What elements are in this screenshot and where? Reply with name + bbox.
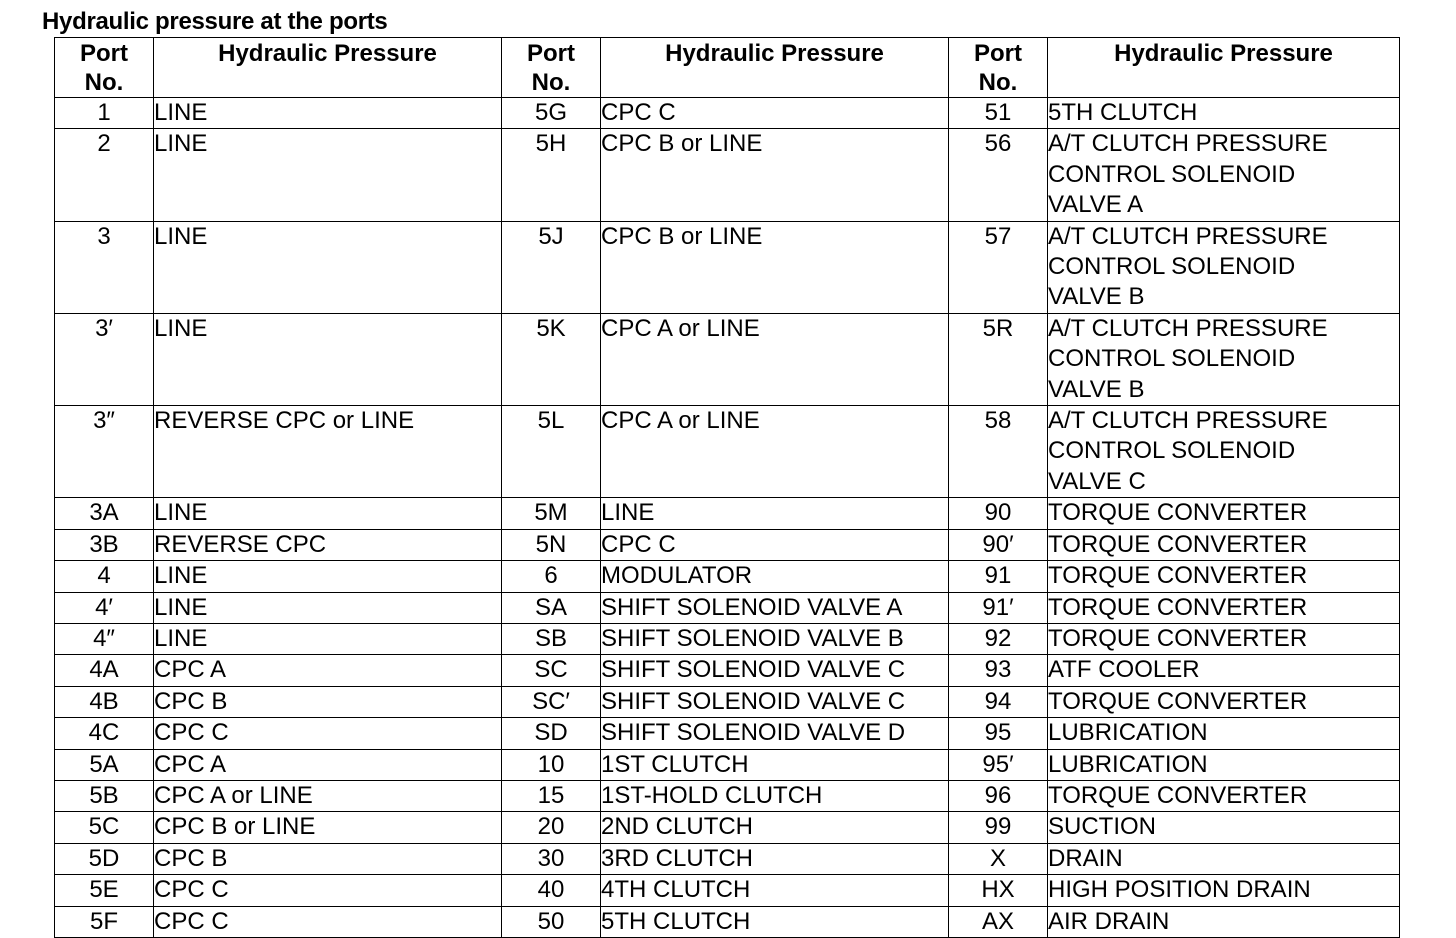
table-row [55, 686, 1400, 717]
hydraulic-pressure-cell [601, 313, 949, 405]
port-number: SB [502, 623, 601, 654]
table-row [55, 843, 1400, 874]
hydraulic-pressure-line: ATF COOLER [1048, 656, 1200, 684]
hydraulic-pressure-line: TORQUE CONVERTER [1048, 499, 1308, 527]
port-number: 5F [55, 906, 154, 937]
hydraulic-pressure-line: CONTROL SOLENOID [1048, 253, 1296, 281]
port-number: 3B [55, 529, 154, 560]
hydraulic-pressure-cell [601, 98, 949, 129]
hydraulic-pressure-cell [1048, 718, 1400, 749]
hydraulic-pressure-cell [1048, 780, 1400, 811]
table-row [55, 623, 1400, 654]
hydraulic-pressure-line: CPC C [601, 99, 676, 126]
hydraulic-pressure-cell [1048, 529, 1400, 560]
port-number: SA [502, 592, 601, 623]
table-row [55, 718, 1400, 749]
hydraulic-pressure-line: REVERSE CPC or LINE [154, 407, 415, 435]
hydraulic-pressure-header: Hydraulic Pressure [1048, 38, 1400, 98]
hydraulic-pressure-line: SHIFT SOLENOID VALVE A [601, 593, 903, 621]
hydraulic-pressure-cell [154, 406, 502, 498]
table-row [55, 875, 1400, 906]
port-number: 5N [502, 529, 601, 560]
hydraulic-pressure-line: SHIFT SOLENOID VALVE C [601, 687, 906, 715]
hydraulic-pressure-cell [154, 906, 502, 937]
port-number: 3A [55, 498, 154, 529]
hydraulic-pressure-line: SHIFT SOLENOID VALVE C [601, 656, 906, 684]
port-number: 5C [55, 812, 154, 843]
hydraulic-pressure-line: 3RD CLUTCH [601, 844, 754, 872]
hydraulic-pressure-line: A/T CLUTCH PRESSURE [1048, 130, 1328, 158]
hydraulic-pressure-cell [1048, 221, 1400, 313]
hydraulic-pressure-cell [154, 592, 502, 623]
hydraulic-pressure-line: CONTROL SOLENOID [1048, 345, 1296, 373]
hydraulic-pressure-cell [601, 498, 949, 529]
hydraulic-pressure-line: TORQUE CONVERTER [1048, 530, 1308, 558]
hydraulic-pressure-cell [154, 749, 502, 780]
hydraulic-pressure-cell [154, 529, 502, 560]
hydraulic-pressure-cell [154, 655, 502, 686]
hydraulic-pressure-line: TORQUE CONVERTER [1048, 562, 1308, 590]
hydraulic-pressure-line: CPC C [154, 719, 229, 747]
table-row [55, 780, 1400, 811]
table-row [55, 129, 1400, 221]
hydraulic-pressure-cell [601, 129, 949, 221]
hydraulic-pressure-cell [601, 221, 949, 313]
hydraulic-pressure-cell [1048, 812, 1400, 843]
table-row [55, 221, 1400, 313]
hydraulic-pressure-header: Hydraulic Pressure [601, 38, 949, 98]
port-number: 4C [55, 718, 154, 749]
hydraulic-pressure-line: CPC B or LINE [601, 222, 763, 250]
table-row [55, 98, 1400, 129]
hydraulic-pressure-cell [154, 623, 502, 654]
hydraulic-pressure-line: LINE [154, 499, 208, 527]
port-number: SD [502, 718, 601, 749]
hydraulic-pressure-cell [601, 906, 949, 937]
table-row [55, 812, 1400, 843]
hydraulic-pressure-line: SUCTION [1048, 813, 1156, 841]
hydraulic-pressure-cell [601, 592, 949, 623]
hydraulic-pressure-cell [154, 98, 502, 129]
hydraulic-pressure-cell [601, 406, 949, 498]
hydraulic-pressure-line: 1ST-HOLD CLUTCH [601, 781, 823, 809]
port-number: 4′ [55, 592, 154, 623]
hydraulic-pressure-line: CPC C [154, 907, 229, 935]
hydraulic-pressure-line: REVERSE CPC [154, 530, 327, 558]
port-number: 57 [949, 221, 1048, 313]
port-number: 6 [502, 561, 601, 592]
port-pressure-table [54, 37, 1400, 938]
port-number: 3′ [55, 313, 154, 405]
hydraulic-pressure-line: 4TH CLUTCH [601, 876, 751, 904]
hydraulic-pressure-cell [1048, 406, 1400, 498]
hydraulic-pressure-line: MODULATOR [601, 562, 753, 590]
hydraulic-pressure-line: CPC C [154, 876, 229, 904]
port-number: 15 [502, 780, 601, 811]
hydraulic-pressure-line: LINE [154, 130, 208, 158]
hydraulic-pressure-cell [1048, 749, 1400, 780]
hydraulic-pressure-cell [154, 561, 502, 592]
port-number: 95 [949, 718, 1048, 749]
hydraulic-pressure-cell [601, 843, 949, 874]
hydraulic-pressure-line: SHIFT SOLENOID VALVE D [601, 719, 906, 747]
hydraulic-pressure-line: VALVE B [1048, 375, 1145, 403]
hydraulic-pressure-cell [154, 780, 502, 811]
port-number: SC [502, 655, 601, 686]
port-number: 3″ [55, 406, 154, 498]
hydraulic-pressure-line: CPC A or LINE [601, 314, 760, 342]
table-row [55, 529, 1400, 560]
hydraulic-pressure-header: Hydraulic Pressure [154, 38, 502, 98]
hydraulic-pressure-line: CPC B [154, 844, 228, 872]
port-number: 5M [502, 498, 601, 529]
hydraulic-pressure-cell [601, 529, 949, 560]
port-number: 99 [949, 812, 1048, 843]
table-row [55, 655, 1400, 686]
hydraulic-pressure-cell [1048, 655, 1400, 686]
hydraulic-pressure-cell [1048, 313, 1400, 405]
port-number: 56 [949, 129, 1048, 221]
port-number: 90 [949, 498, 1048, 529]
port-number: 5B [55, 780, 154, 811]
hydraulic-pressure-cell [601, 812, 949, 843]
hydraulic-pressure-cell [601, 686, 949, 717]
port-number: 5G [502, 98, 601, 129]
table-header-row [55, 38, 1400, 98]
table-row [55, 406, 1400, 498]
port-number: 91′ [949, 592, 1048, 623]
port-no-header: Port No. [55, 38, 154, 98]
port-number: 93 [949, 655, 1048, 686]
port-number: 40 [502, 875, 601, 906]
table-row [55, 498, 1400, 529]
hydraulic-pressure-line: LINE [154, 99, 208, 126]
hydraulic-pressure-line: VALVE A [1048, 191, 1144, 219]
hydraulic-pressure-cell [154, 129, 502, 221]
hydraulic-pressure-line: VALVE C [1048, 467, 1146, 495]
port-no-header: Port No. [502, 38, 601, 98]
hydraulic-pressure-line: CPC B [154, 687, 228, 715]
port-no-header: Port No. [949, 38, 1048, 98]
hydraulic-pressure-cell [154, 843, 502, 874]
port-number: 50 [502, 906, 601, 937]
hydraulic-pressure-line: TORQUE CONVERTER [1048, 781, 1308, 809]
hydraulic-pressure-cell [1048, 498, 1400, 529]
hydraulic-pressure-cell [154, 875, 502, 906]
table-row [55, 906, 1400, 937]
port-number: 30 [502, 843, 601, 874]
hydraulic-pressure-line: CPC A [154, 750, 227, 778]
port-number: 4B [55, 686, 154, 717]
page-title: Hydraulic pressure at the ports [42, 8, 388, 35]
hydraulic-pressure-cell [601, 561, 949, 592]
port-number: 95′ [949, 749, 1048, 780]
port-number: 90′ [949, 529, 1048, 560]
port-number: 4″ [55, 623, 154, 654]
port-number: 10 [502, 749, 601, 780]
hydraulic-pressure-cell [601, 749, 949, 780]
hydraulic-pressure-cell [601, 780, 949, 811]
hydraulic-pressure-line: 5TH CLUTCH [601, 907, 751, 935]
hydraulic-pressure-line: LINE [154, 562, 208, 590]
table-row [55, 561, 1400, 592]
hydraulic-pressure-cell [1048, 686, 1400, 717]
hydraulic-pressure-line: 1ST CLUTCH [601, 750, 749, 778]
port-number: 92 [949, 623, 1048, 654]
hydraulic-pressure-line: A/T CLUTCH PRESSURE [1048, 222, 1328, 250]
port-number: 51 [949, 98, 1048, 129]
hydraulic-pressure-line: HIGH POSITION DRAIN [1048, 876, 1311, 904]
hydraulic-pressure-cell [1048, 875, 1400, 906]
hydraulic-pressure-line: TORQUE CONVERTER [1048, 687, 1308, 715]
table-row [55, 592, 1400, 623]
port-number: 5E [55, 875, 154, 906]
hydraulic-pressure-line: TORQUE CONVERTER [1048, 593, 1308, 621]
hydraulic-pressure-line: A/T CLUTCH PRESSURE [1048, 314, 1328, 342]
hydraulic-pressure-line: LINE [154, 222, 208, 250]
hydraulic-pressure-line: VALVE B [1048, 283, 1145, 311]
hydraulic-pressure-line: A/T CLUTCH PRESSURE [1048, 407, 1328, 435]
hydraulic-pressure-line: LINE [154, 624, 208, 652]
hydraulic-pressure-line: CPC C [601, 530, 676, 558]
port-number: 2 [55, 129, 154, 221]
hydraulic-pressure-cell [1048, 623, 1400, 654]
hydraulic-pressure-line: CPC A or LINE [601, 407, 760, 435]
hydraulic-pressure-cell [1048, 592, 1400, 623]
hydraulic-pressure-line: LINE [601, 499, 655, 527]
hydraulic-pressure-cell [1048, 129, 1400, 221]
hydraulic-pressure-cell [1048, 906, 1400, 937]
hydraulic-pressure-line: 5TH CLUTCH [1048, 99, 1198, 126]
hydraulic-pressure-line: CPC A or LINE [154, 781, 313, 809]
port-number: X [949, 843, 1048, 874]
hydraulic-pressure-line: LINE [154, 593, 208, 621]
table-row [55, 313, 1400, 405]
hydraulic-pressure-line: 2ND CLUTCH [601, 813, 754, 841]
hydraulic-pressure-cell [601, 623, 949, 654]
hydraulic-pressure-cell [154, 718, 502, 749]
port-number: 5K [502, 313, 601, 405]
hydraulic-pressure-cell [154, 498, 502, 529]
hydraulic-pressure-line: CONTROL SOLENOID [1048, 437, 1296, 465]
hydraulic-pressure-cell [1048, 98, 1400, 129]
port-number: 96 [949, 780, 1048, 811]
port-number: 5J [502, 221, 601, 313]
hydraulic-pressure-cell [601, 875, 949, 906]
port-number: 20 [502, 812, 601, 843]
hydraulic-pressure-line: LUBRICATION [1048, 750, 1208, 778]
hydraulic-pressure-cell [154, 313, 502, 405]
port-number: 5H [502, 129, 601, 221]
hydraulic-pressure-cell [154, 686, 502, 717]
table-body [55, 98, 1400, 938]
hydraulic-pressure-line: DRAIN [1048, 844, 1123, 872]
hydraulic-pressure-line: CPC B or LINE [154, 813, 316, 841]
hydraulic-pressure-cell [154, 812, 502, 843]
hydraulic-pressure-line: CPC A [154, 656, 227, 684]
table-row [55, 749, 1400, 780]
port-number: 5R [949, 313, 1048, 405]
port-number: 5L [502, 406, 601, 498]
hydraulic-pressure-cell [601, 655, 949, 686]
port-number: 94 [949, 686, 1048, 717]
port-number: 4A [55, 655, 154, 686]
port-number: 3 [55, 221, 154, 313]
port-number: 4 [55, 561, 154, 592]
port-number: AX [949, 906, 1048, 937]
port-number: 5A [55, 749, 154, 780]
port-number: 1 [55, 98, 154, 129]
hydraulic-pressure-line: TORQUE CONVERTER [1048, 624, 1308, 652]
hydraulic-pressure-cell [1048, 843, 1400, 874]
hydraulic-pressure-line: SHIFT SOLENOID VALVE B [601, 624, 904, 652]
hydraulic-pressure-cell [154, 221, 502, 313]
hydraulic-pressure-line: CPC B or LINE [601, 130, 763, 158]
port-number: HX [949, 875, 1048, 906]
port-number: 5D [55, 843, 154, 874]
hydraulic-pressure-line: CONTROL SOLENOID [1048, 160, 1296, 188]
hydraulic-pressure-line: LUBRICATION [1048, 719, 1208, 747]
port-number: 58 [949, 406, 1048, 498]
hydraulic-pressure-line: AIR DRAIN [1048, 907, 1170, 935]
port-number: SC′ [502, 686, 601, 717]
hydraulic-pressure-line: LINE [154, 314, 208, 342]
hydraulic-pressure-cell [601, 718, 949, 749]
port-number: 91 [949, 561, 1048, 592]
hydraulic-pressure-cell [1048, 561, 1400, 592]
